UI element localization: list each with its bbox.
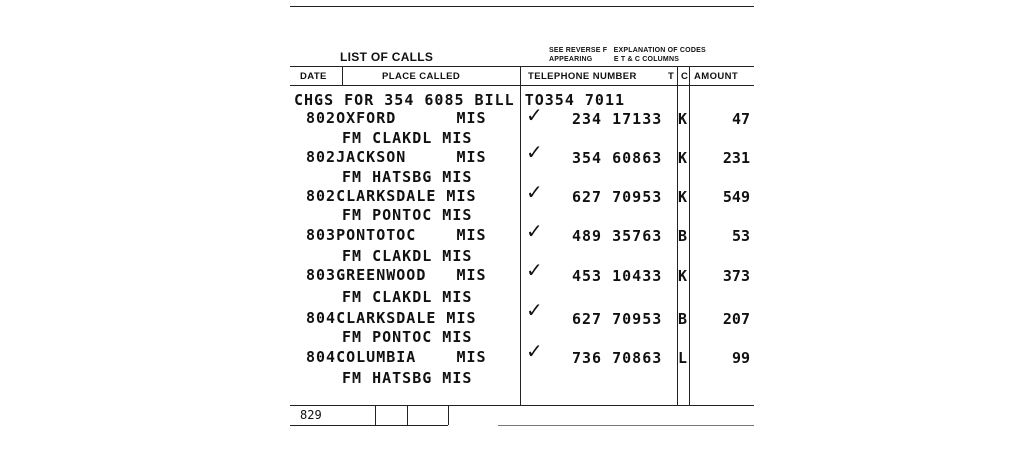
call-code: B [678, 310, 689, 328]
reverse-note-line-1: SEE REVERSE F EXPLANATION OF CODES [549, 47, 706, 54]
checkmark-icon: ✓ [526, 339, 543, 363]
checkmark-icon: ✓ [526, 103, 543, 127]
call-code: K [678, 110, 689, 128]
call-number: 234 17133 [572, 110, 663, 128]
header-bottom-rule [290, 85, 754, 86]
header-top-rule [290, 66, 754, 67]
call-from: FM PONTOC MIS [342, 206, 473, 224]
column-divider-date [342, 66, 343, 86]
column-header-t: T [668, 71, 675, 82]
billing-header-line: CHGS FOR 354 6085 BILL TO354 7011 [294, 91, 626, 109]
checkmark-icon: ✓ [526, 298, 543, 322]
call-date-place: 803PONTOTOC MIS [306, 226, 487, 244]
call-number: 627 70953 [572, 310, 663, 328]
checkmark-icon: ✓ [526, 140, 543, 164]
call-code: K [678, 188, 689, 206]
bottom-rule [290, 405, 754, 406]
call-number: 627 70953 [572, 188, 663, 206]
column-header-telephone: TELEPHONE NUMBER [528, 71, 637, 82]
checkmark-icon: ✓ [526, 258, 543, 282]
call-amount: 47 [731, 110, 750, 128]
column-divider-c [689, 66, 690, 406]
footer-right-rule [498, 425, 754, 426]
call-from: FM CLAKDL MIS [342, 288, 473, 306]
call-date-place: 803GREENWOOD MIS [306, 266, 487, 284]
call-code: L [678, 349, 689, 367]
footer-box-divider-3 [448, 405, 449, 425]
column-header-place: PLACE CALLED [382, 71, 461, 82]
column-header-amount: AMOUNT [694, 71, 739, 82]
call-amount: 373 [722, 267, 750, 285]
footer-box-divider-1 [375, 405, 376, 425]
call-from: FM HATSBG MIS [342, 168, 473, 186]
call-from: FM CLAKDL MIS [342, 247, 473, 265]
call-number: 354 60863 [572, 149, 663, 167]
call-amount: 99 [731, 349, 750, 367]
top-rule [290, 6, 754, 7]
column-header-c: C [681, 71, 689, 82]
call-from: FM PONTOC MIS [342, 328, 473, 346]
call-amount: 53 [731, 227, 750, 245]
call-number: 453 10433 [572, 267, 663, 285]
call-from: FM CLAKDL MIS [342, 129, 473, 147]
call-code: K [678, 267, 689, 285]
checkmark-icon: ✓ [526, 180, 543, 204]
call-list-form [290, 0, 754, 449]
reverse-note-line-2: APPEARING E T & C COLUMNS [549, 56, 680, 63]
call-amount: 231 [722, 149, 750, 167]
call-date-place: 804CLARKSDALE MIS [306, 309, 477, 327]
call-date-place: 802JACKSON MIS [306, 148, 487, 166]
call-number: 736 70863 [572, 349, 663, 367]
column-header-date: DATE [300, 71, 327, 82]
call-date-place: 804COLUMBIA MIS [306, 348, 487, 366]
column-divider-place [520, 66, 521, 406]
footer-box-bottom [290, 425, 448, 426]
form-title: LIST OF CALLS [340, 50, 434, 64]
call-amount: 207 [722, 310, 750, 328]
call-date-place: 802CLARKSDALE MIS [306, 187, 477, 205]
call-from: FM HATSBG MIS [342, 369, 473, 387]
checkmark-icon: ✓ [526, 219, 543, 243]
footer-box-divider-2 [407, 405, 408, 425]
call-number: 489 35763 [572, 227, 663, 245]
call-amount: 549 [722, 188, 750, 206]
call-date-place: 802OXFORD MIS [306, 109, 487, 127]
call-code: B [678, 227, 689, 245]
page-code: 829 [300, 408, 322, 422]
call-code: K [678, 149, 689, 167]
